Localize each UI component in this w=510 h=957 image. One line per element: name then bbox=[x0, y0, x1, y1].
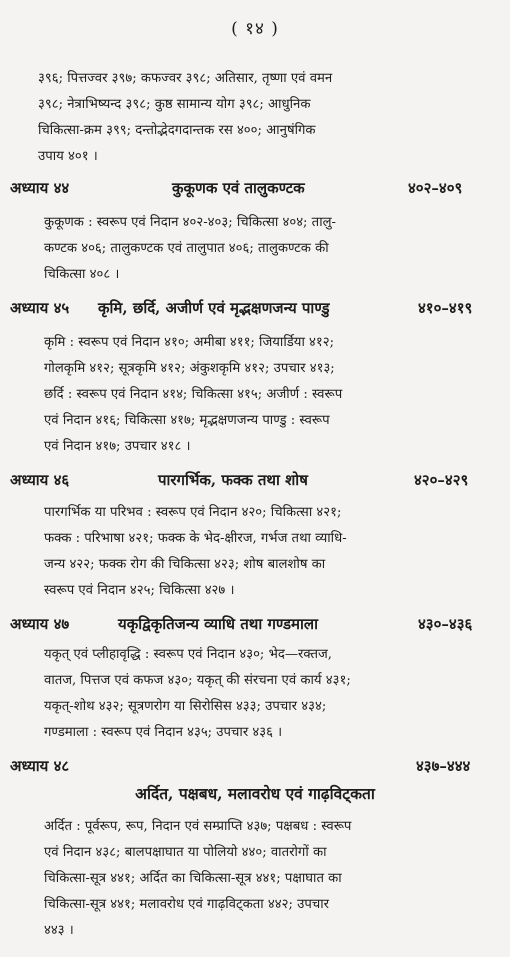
text-line: कण्टक ४०६; तालुकण्टक एवं तालुपात ४०६; तालुकण्टक की bbox=[44, 241, 329, 256]
chapter-title: अर्दित, पक्षबध, मलावरोध एवं गाढ़विट्कता bbox=[135, 784, 375, 803]
chapter-title: यकृद्विकृतिजन्य व्याधि तथा गण्डमाला bbox=[118, 615, 318, 633]
chapter-pages: ४३७–४४४ bbox=[416, 757, 471, 775]
text-line: उपाय ४०१ । bbox=[38, 149, 98, 164]
chapter-heading bbox=[10, 756, 500, 782]
text-line: कृमि : स्वरूप एवं निदान ४१०; अमीबा ४११; जियार्डिया ४१२; bbox=[44, 335, 335, 350]
text-line: ४४३ । bbox=[44, 923, 74, 938]
text-line: चिकित्सा ४०८ । bbox=[44, 267, 120, 282]
chapter-pages: ४२०–४२९ bbox=[414, 471, 469, 489]
text-line: चिकित्सा-सूत्र ४४१; मलावरोध एवं गाढ़विट्कता ४४२; उपचार bbox=[44, 897, 330, 912]
text-line: यकृत्-शोथ ४३२; सूत्रणरोग या सिरोसिस ४३३; उपचार ४३४; bbox=[44, 699, 327, 714]
chapter-heading bbox=[10, 470, 500, 496]
chapter-title: कृमि, छर्दि, अजीर्ण एवं मृद्भक्षणजन्य पाण्डु bbox=[98, 299, 330, 317]
page-number: ( १४ ) bbox=[231, 19, 279, 39]
text-line: एवं निदान ४३८; बालपक्षाघात या पोलियो ४४०; वातरोगों का bbox=[44, 845, 327, 860]
chapter-contents bbox=[44, 814, 496, 944]
chapter-label: अध्याय ४६ bbox=[10, 471, 70, 489]
chapter-title: पारगर्भिक, फक्क तथा शोष bbox=[158, 471, 308, 489]
text-line: एवं निदान ४१६; चिकित्सा ४१७; मृद्भक्षणजन्य पाण्डु : स्वरूप bbox=[44, 413, 330, 428]
text-line: गोलकृमि ४१२; सूत्रकृमि ४१२; अंकुशकृमि ४१२; उपचार ४१३; bbox=[44, 361, 335, 376]
intro-paragraph bbox=[38, 66, 490, 170]
text-line: ३९६; पित्तज्वर ३९७; कफज्वर ३९८; अतिसार, तृष्णा एवं वमन bbox=[38, 71, 333, 86]
text-line: ३९८; नेत्राभिष्यन्द ३९८; कुष्ठ सामान्य योग ३९८; आधुनिक bbox=[38, 97, 311, 112]
chapter-heading bbox=[10, 298, 500, 324]
text-line: फक्क : परिभाषा ४२१; फक्क के भेद-क्षीरज, गर्भज तथा व्याधि- bbox=[44, 531, 347, 546]
chapter-pages: ४०२–४०९ bbox=[408, 179, 463, 197]
text-line: कुकूणक : स्वरूप एवं निदान ४०२-४०३; चिकित्सा ४०४; तालु- bbox=[44, 215, 337, 230]
text-line: एवं निदान ४१७; उपचार ४१८ । bbox=[44, 439, 191, 454]
chapter-label: अध्याय ४८ bbox=[10, 757, 70, 775]
chapter-label: अध्याय ४४ bbox=[10, 179, 70, 197]
text-line: चिकित्सा-क्रम ३९९; दन्तोद्भेदगदान्तक रस ४००; आनुषंगिक bbox=[38, 123, 316, 138]
chapter-pages: ४३०–४३६ bbox=[418, 615, 473, 633]
chapter-title: कुकूणक एवं तालुकण्टक bbox=[172, 179, 305, 197]
chapter-pages: ४१०–४१९ bbox=[418, 299, 473, 317]
chapter-label: अध्याय ४७ bbox=[10, 615, 70, 633]
text-line: चिकित्सा-सूत्र ४४१; अर्दित का चिकित्सा-सूत्र ४४१; पक्षाघात का bbox=[44, 871, 342, 886]
text-line: छर्दि : स्वरूप एवं निदान ४१४; चिकित्सा ४१५; अजीर्ण : स्वरूप bbox=[44, 387, 343, 402]
chapter-contents bbox=[44, 210, 496, 288]
text-line: वातज, पित्तज एवं कफज ४३०; यकृत् की संरचना एवं कार्य ४३१; bbox=[44, 673, 351, 688]
text-line: गण्डमाला : स्वरूप एवं निदान ४३५; उपचार ४३६ । bbox=[44, 725, 283, 740]
text-line: स्वरूप एवं निदान ४२५; चिकित्सा ४२७ । bbox=[44, 583, 235, 598]
text-line: यकृत् एवं प्लीहावृद्धि : स्वरूप एवं निदान ४३०; भेद—रक्तज, bbox=[44, 647, 332, 662]
chapter-heading bbox=[10, 178, 500, 204]
chapter-contents bbox=[44, 330, 496, 460]
chapter-contents bbox=[44, 500, 496, 604]
chapter-heading bbox=[10, 614, 500, 640]
chapter-contents bbox=[44, 642, 496, 746]
text-line: अर्दित : पूर्वरूप, रूप, निदान एवं सम्प्राप्ति ४३७; पक्षबध : स्वरूप bbox=[44, 819, 352, 834]
chapter-label: अध्याय ४५ bbox=[10, 299, 70, 317]
text-line: जन्य ४२२; फक्क रोग की चिकित्सा ४२३; शोष बालशोष का bbox=[44, 557, 326, 572]
text-line: पारगर्भिक या परिभव : स्वरूप एवं निदान ४२०; चिकित्सा ४२१; bbox=[44, 505, 342, 520]
